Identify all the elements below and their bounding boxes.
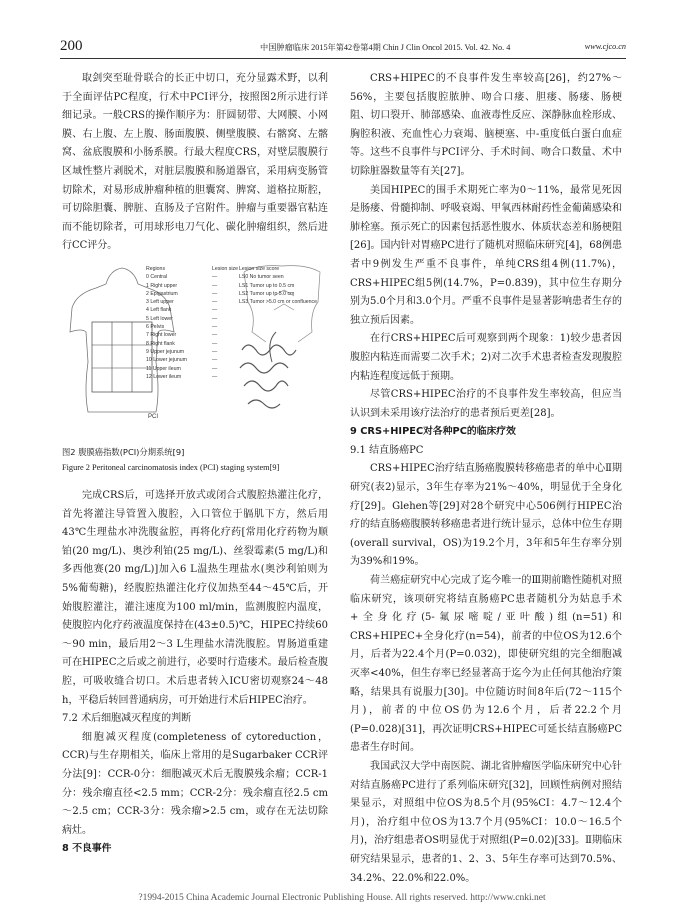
pci-row: 3 Left upper — LS3 Tumor >5.0 cm or confluence: [146, 299, 317, 306]
paragraph: 尽管CRS+HIPEC治疗的不良事件发生率较高，但应当认识到未采用该疗法治疗的患者预后更差[28]。: [350, 389, 622, 419]
pci-row: 7 Right lower —: [146, 332, 218, 339]
section-heading-9-1: 9.1 结直肠癌PC: [350, 444, 424, 456]
pci-table-header: Regions Lesion size Lesion size score: [146, 266, 280, 272]
pci-row: 0 Central — LS0 No tumor seen: [146, 274, 284, 281]
pci-row: 9 Upper jejunum —: [146, 348, 218, 355]
pci-row: 8 Right flank —: [146, 340, 218, 347]
pci-total-label: PCI: [148, 414, 159, 420]
left-column-bottom: [62, 487, 328, 859]
pci-row: 1 Right upper — LS1 Tumor up to 0.5 cm: [146, 282, 295, 289]
figure-pci-staging: [62, 262, 328, 447]
paragraph: 取剑突至耻骨联合的长正中切口，充分显露术野，以利于全面评估PC程度，行术中PCI评分，按照图2所示进行详细记录。一般CRS的操作顺序为：肝圆韧带、大网膜、小网膜、右上腹、左上腹、肠面腹膜、侧壁腹膜、右髂窝、左髂窝、盆底腹膜和小肠系膜。行最大程度CRS，对壁层腹膜行区域性整片剥脱术，对脏层腹膜和肠道器官，采用病变肠管切除术，对易形成肿瘤种植的胆囊窝、脾窝、道格拉斯腔，可切除胆囊、脾脏、直肠及子宫附件。肿瘤与重要器官粘连而不能切除者，可用球形电刀气化、碳化肿瘤组织，然后进行CC评分。: [62, 73, 328, 252]
paragraph: 在行CRS+HIPEC后可观察到两个现象：1)较少患者因腹腔内粘连而需要二次手术；2)对二次手术患者检查发现腹腔内粘连程度远低于预期。: [350, 333, 622, 382]
paragraph: 完成CRS后，可选择开放式或闭合式腹腔热灌注化疗，首先将灌注导管置入腹腔，入口管位于膈肌下方，然后用43℃生理盐水冲洗腹盆腔，再将化疗药[常用化疗药物为顺铂(20 mg/L)、奥沙利铂(25 mg/L)、丝裂霉素(5 mg/L)和多西他赛(20 mg/L)]加入6 L温热生理盐水(奥沙利铂则为5%葡萄糖)，经腹腔热灌注化疗仪加热至44～45℃后，开始腹腔灌注，灌注速度为100 ml/min，监测腹腔内温度，使腹腔内化疗药液温度保持在(43±0.5)℃，HIPEC持续60～90 min，最后用2～3 L生理盐水清洗腹腔。胃肠道重建可在HIPEC之后或之前进行，必要时行造瘘术。最后检查腹腔，可吸收缝合切口。术后患者转入ICU密切观察24～48 h，平稳后转回普通病房，可开始进行术后HIPEC治疗。: [62, 490, 328, 706]
pci-row: 11 Upper ileum —: [146, 365, 218, 372]
section-heading-8: 8 不良事件: [62, 843, 112, 855]
pci-row: 4 Left flank —: [146, 307, 218, 314]
section-heading-9: 9 CRS+HIPEC对各种PC的临床疗效: [350, 426, 516, 438]
running-header: [60, 36, 626, 58]
pci-table: [146, 265, 339, 381]
copyright-footer: ?1994-2015 China Academic Journal Electronic Publishing House. All rights reserved. http://www.cnki.net: [138, 893, 546, 903]
pci-row: 6 Pelvis —: [146, 324, 218, 331]
paragraph: CRS+HIPEC的不良事件发生率较高[26]，约27%～56%，主要包括腹腔脓肿、吻合口瘘、胆瘘、肠瘘、肠梗阻、切口裂开、肺部感染、血液毒性反应、深静脉血栓形成、胸腔积液、充血性心力衰竭、脑梗塞、中-重度低白蛋白血症等。这些不良事件与PCI评分、手术时间、吻合口数量、术中切除脏器数量等有关[27]。: [350, 73, 622, 177]
header-rule: [60, 58, 626, 59]
pci-row: 5 Left lower —: [146, 315, 218, 322]
pci-row: 12 Lower ileum —: [146, 373, 218, 380]
left-column-top: [62, 70, 328, 256]
pci-row: 2 Epigastrium — LS2 Tumor up to 5.0 cm: [146, 290, 295, 297]
right-column: [350, 70, 622, 888]
paragraph: 美国HIPEC的围手术期死亡率为0～11%，最常见死因是肠瘘、骨髓抑制、呼吸衰竭、甲氧西林耐药性金葡菌感染和肺栓塞。预示死亡的因素包括恶性腹水、体质状态差和肠梗阻[26]。国内针对胃癌PC进行了随机对照临床研究[4]，68例患者中9例发生严重不良事件，单纯CRS组4例(11.7%)，CRS+HIPEC组5例(14.7%，P=0.839)，其中位生存期分别为5.0个月和3.0个月。严重不良事件是显著影响患者生存的独立预后因素。: [350, 184, 622, 326]
pci-row: 10 Lower jejunum —: [146, 357, 218, 364]
journal-url[interactable]: www.cjco.cn: [584, 42, 626, 51]
paragraph: 我国武汉大学中南医院、湖北省肿瘤医学临床研究中心针对结直肠癌PC进行了系列临床研究[32]，回顾性病例对照结果显示，对照组中位OS为8.5个月(95%CI：4.7～12.4个月)，治疗组中位OS为13.7个月(95%CI：10.0～16.5个月)，治疗组患者OS明显优于对照组(P=0.02)[33]。Ⅱ期临床研究结果显示，患者的1、2、3、5年生存率可达到70.5%、34.2%、22.0%和22.0%。: [350, 760, 622, 884]
page-number: 200: [60, 38, 83, 54]
section-heading-7-2: 7.2 术后细胞减灭程度的判断: [62, 713, 192, 725]
figure-caption-cn: 图2 腹膜癌指数(PCI)分期系统[9]: [62, 447, 185, 457]
journal-title: 中国肿瘤临床 2015年第42卷第4期 Chin J Clin Oncol 2015. Vol. 42. No. 4: [260, 43, 511, 52]
paragraph: CRS+HIPEC治疗结直肠癌腹膜转移癌患者的单中心Ⅱ期研究(表2)显示，3年生存率为21%～40%，明显优于全身化疗[29]。Glehen等[29]对28个研究中心506例行HIPEC治疗的结直肠癌腹膜转移癌患者进行统计显示，总体中位生存期(overall survival，OS)为19.2个月，3年和5年生存率分别为39%和19%。: [350, 463, 622, 568]
paragraph: 荷兰癌症研究中心完成了迄今唯一的Ⅲ期前瞻性随机对照临床研究，该项研究将结直肠癌PC患者随机分为姑息手术+全身化疗(5-氟尿嘧啶/亚叶酸)组(n=51)和CRS+HIPEC+全身化疗(n=54)，前者的中位OS为12.6个月，后者为22.4个月(P=0.032)，即使研究组的完全细胞减灭率<40%，但生存率已经显著高于迄今为止任何其他治疗策略，结果具有说服力[30]。中位随访时间8年后(72～115个月)，前者的中位OS仍为12.6个月，后者22.2个月(P=0.028)[31]，再次证明CRS+HIPEC可延长结直肠癌PC患者生存时间。: [350, 575, 622, 754]
paragraph: 细胞减灭程度(completeness of cytoreduction，CCR)与生存期相关，临床上常用的是Sugarbaker CCR评分法[9]：CCR-0分：细胞减灭术后无腹膜残余瘤；CCR-1分：残余瘤直径<2.5 mm；CCR-2分：残余瘤直径2.5 cm～2.5 cm；CCR-3分：残余瘤>2.5 cm，或存在无法切除病灶。: [62, 731, 328, 836]
figure-caption-en: Figure 2 Peritoneal carcinomatosis index (PCI) staging system[9]: [62, 463, 280, 472]
